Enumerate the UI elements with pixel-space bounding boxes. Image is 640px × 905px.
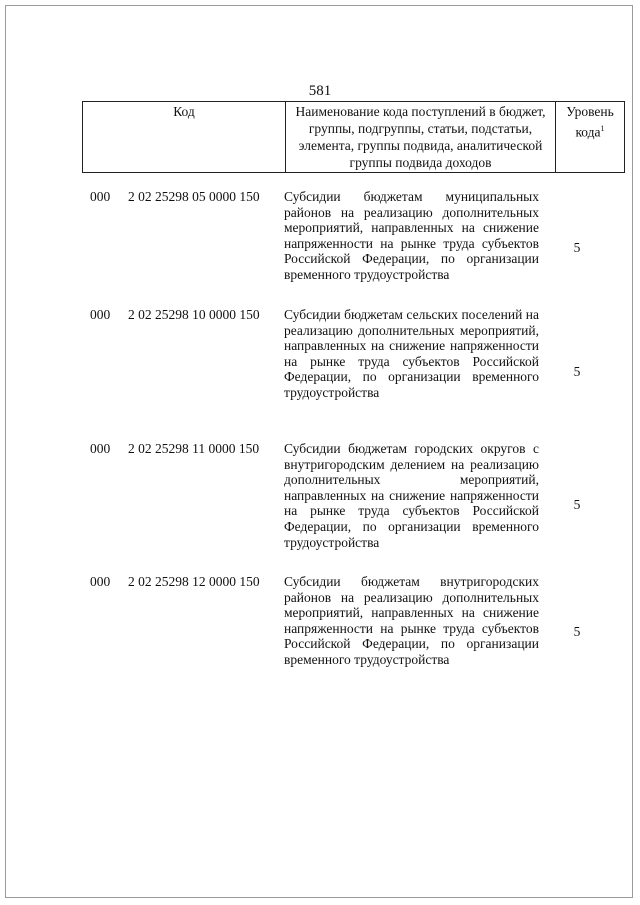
- footnote-marker: 1: [600, 124, 605, 133]
- row-level: 5: [573, 497, 581, 512]
- row-description: Субсидии бюджетам городских округов с внутригородским делением на реализацию дополнительных мероприятий, направленных на снижение напряженности на рынке труда субъектов Российской Федерации, по организации временного трудоустройства: [284, 441, 539, 550]
- row-description: Субсидии бюджетам муниципальных районов на реализацию дополнительных мероприятий, направленных на снижение напряженности на рынке труда субъектов Российской Федерации, по организации временного трудоустройства: [284, 189, 539, 282]
- row-code: 2 02 25298 05 0000 150: [128, 189, 260, 204]
- row-prefix: 000: [90, 189, 111, 204]
- row-description: Субсидии бюджетам внутригородских районов на реализацию дополнительных мероприятий, направленных на снижение напряженности на рынке труда субъектов Российской Федерации, по организации временного трудоустройства: [284, 574, 539, 667]
- page-number: 581: [308, 83, 332, 99]
- row-code: 2 02 25298 11 0000 150: [128, 441, 260, 456]
- table-header: [82, 101, 625, 173]
- header-code: Код: [83, 102, 286, 173]
- row-level: 5: [573, 624, 581, 639]
- row-code: 2 02 25298 12 0000 150: [128, 574, 260, 589]
- row-prefix: 000: [90, 574, 111, 589]
- row-level: 5: [573, 364, 581, 379]
- row-prefix: 000: [90, 441, 111, 456]
- header-name: Наименование кода поступлений в бюджет, группы, подгруппы, статьи, подстатьи, элемента, группы подвида, аналитической группы подвида доходов: [286, 102, 556, 173]
- row-code: 2 02 25298 10 0000 150: [128, 307, 260, 322]
- row-description: Субсидии бюджетам сельских поселений на реализацию дополнительных мероприятий, направленных на снижение напряженности на рынке труда субъектов Российской Федерации, по организации временного трудоустройства: [284, 307, 539, 400]
- header-level: Уровень кода$^1$: [556, 102, 625, 173]
- row-prefix: 000: [90, 307, 111, 322]
- row-level: 5: [573, 240, 581, 255]
